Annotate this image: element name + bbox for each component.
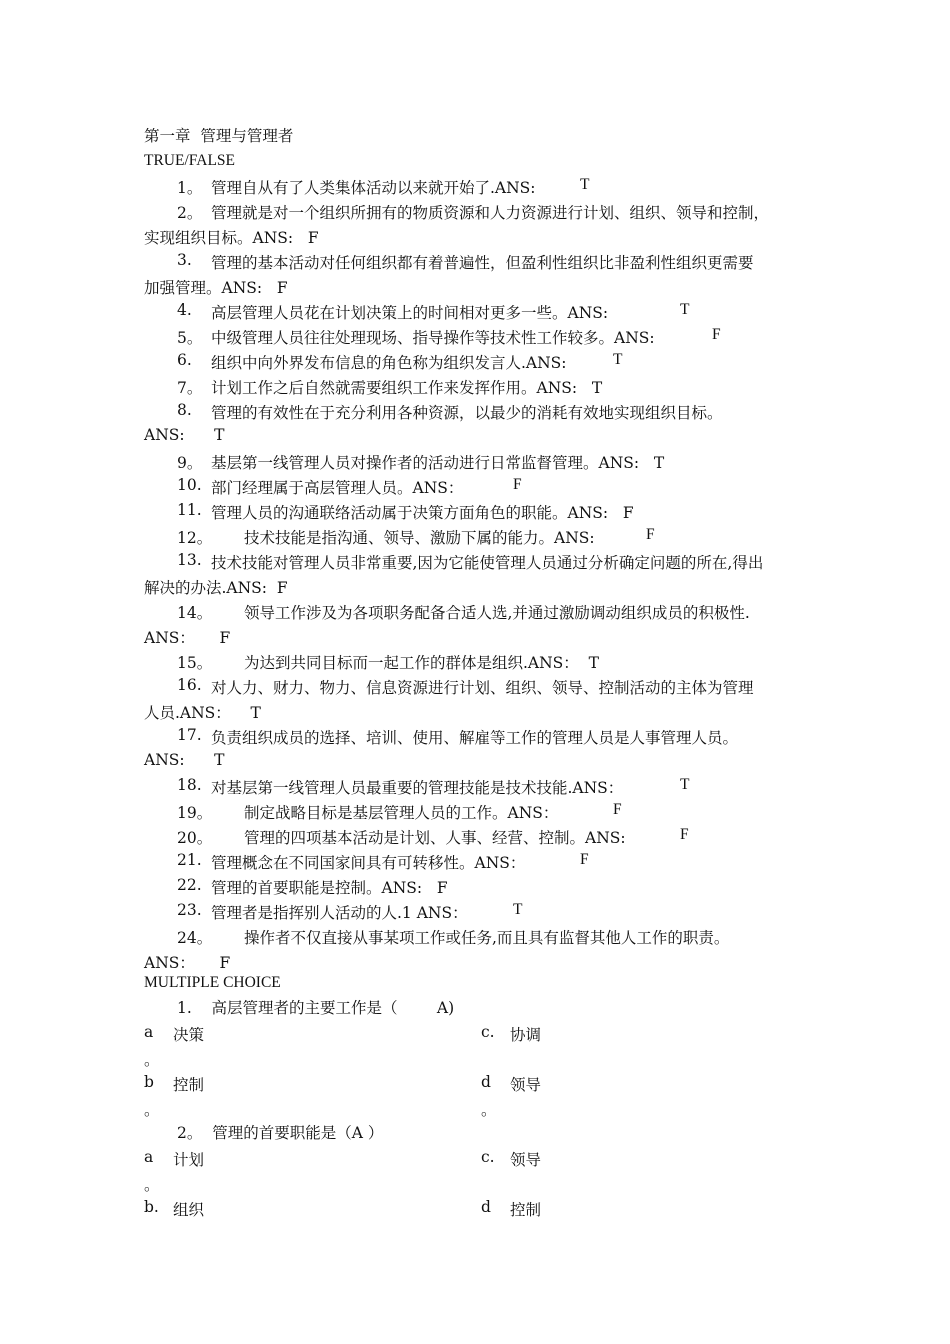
item-number: 20。 xyxy=(177,829,213,847)
item-text: 管理人员的沟通联络活动属于决策方面角色的职能。ANS: F xyxy=(211,504,634,522)
item-number: 18. xyxy=(177,776,202,794)
item-answer: T xyxy=(513,901,523,918)
mc-question-text: 2。 管理的首要职能是（A ） xyxy=(177,1124,384,1142)
item-text: 管理就是对一个组织所拥有的物质资源和人力资源进行计划、组织、领导和控制， xyxy=(211,204,770,222)
item-answer: F xyxy=(680,826,689,843)
item-answer: T xyxy=(680,776,690,793)
item-number: 12。 xyxy=(177,529,213,547)
item-number: 9。 xyxy=(177,454,203,472)
item-answer: F xyxy=(580,851,589,868)
option-text: 控制 xyxy=(173,1076,205,1094)
item-text: 组织中向外界发布信息的角色称为组织发言人.ANS: xyxy=(211,354,567,372)
option-dot: 。 xyxy=(481,1101,497,1119)
item-number: 7。 xyxy=(177,379,203,397)
item-continuation: ANS： F xyxy=(144,629,231,647)
item-text: 高层管理人员花在计划决策上的时间相对更多一些。ANS: xyxy=(211,304,609,322)
option-key: a xyxy=(144,1148,154,1166)
mc-question-text: 1. 高层管理者的主要工作是（ A) xyxy=(177,999,455,1017)
item-text: 管理的基本活动对任何组织都有着普遍性，但盈利性组织比非盈利性组织更需要 xyxy=(211,254,754,272)
item-text: 部门经理属于高层管理人员。ANS： xyxy=(211,479,464,497)
item-number: 13. xyxy=(177,551,202,569)
item-text: 管理的有效性在于充分利用各种资源，以最少的消耗有效地实现组织目标。 xyxy=(211,404,723,422)
item-number: 5。 xyxy=(177,329,203,347)
item-text: 对基层第一线管理人员最重要的管理技能是技术技能.ANS： xyxy=(211,779,624,797)
item-continuation: ANS: T xyxy=(144,426,225,444)
option-dot: 。 xyxy=(144,1176,160,1194)
item-answer: F xyxy=(712,326,721,343)
option-text: 领导 xyxy=(510,1151,542,1169)
item-continuation: 人员.ANS： T xyxy=(144,704,261,722)
item-text: 领导工作涉及为各项职务配备合适人选,并通过激励调动组织成员的积极性. xyxy=(244,604,750,622)
option-key: d xyxy=(481,1198,491,1216)
item-number: 1。 xyxy=(177,179,203,197)
item-number: 21. xyxy=(177,851,202,869)
item-number: 10. xyxy=(177,476,202,494)
item-number: 8. xyxy=(177,401,192,419)
item-number: 14。 xyxy=(177,604,213,622)
item-text: 计划工作之后自然就需要组织工作来发挥作用。ANS: T xyxy=(211,379,603,397)
item-number: 23. xyxy=(177,901,202,919)
item-answer: F xyxy=(513,476,522,493)
item-number: 17. xyxy=(177,726,202,744)
option-text: 计划 xyxy=(173,1151,205,1169)
item-continuation: ANS: T xyxy=(144,751,225,769)
option-text: 控制 xyxy=(510,1201,542,1219)
chapter-title: 第一章 管理与管理者 xyxy=(144,127,294,145)
item-number: 3. xyxy=(177,251,192,269)
option-text: 决策 xyxy=(173,1026,205,1044)
option-text: 领导 xyxy=(510,1076,542,1094)
item-answer: F xyxy=(613,801,622,818)
item-text: 技术技能对管理人员非常重要,因为它能使管理人员通过分析确定问题的所在,得出 xyxy=(211,554,764,572)
item-text: 为达到共同目标而一起工作的群体是组织.ANS： T xyxy=(244,654,599,672)
item-text: 技术技能是指沟通、领导、激励下属的能力。ANS: xyxy=(244,529,595,547)
item-text: 管理者是指挥别人活动的人.1 ANS： xyxy=(211,904,468,922)
item-text: 中级管理人员往往处理现场、指导操作等技术性工作较多。ANS: xyxy=(211,329,655,347)
option-key: c. xyxy=(481,1023,495,1041)
item-text: 管理自从有了人类集体活动以来就开始了.ANS: xyxy=(211,179,536,197)
item-text: 管理概念在不同国家间具有可转移性。ANS： xyxy=(211,854,526,872)
option-dot: 。 xyxy=(144,1101,160,1119)
item-number: 24。 xyxy=(177,929,213,947)
item-number: 11. xyxy=(177,501,202,519)
item-answer: T xyxy=(613,351,623,368)
item-text: 制定战略目标是基层管理人员的工作。ANS： xyxy=(244,804,559,822)
option-key: d xyxy=(481,1073,491,1091)
item-text: 管理的四项基本活动是计划、人事、经营、控制。ANS: xyxy=(244,829,626,847)
item-number: 19。 xyxy=(177,804,213,822)
item-text: 基层第一线管理人员对操作者的活动进行日常监督管理。ANS: T xyxy=(211,454,665,472)
option-key: b. xyxy=(144,1198,159,1216)
item-text: 操作者不仅直接从事某项工作或任务,而且具有监督其他人工作的职责。 xyxy=(244,929,730,947)
option-dot: 。 xyxy=(144,1051,160,1069)
item-text: 管理的首要职能是控制。ANS: F xyxy=(211,879,448,897)
item-answer: T xyxy=(580,176,590,193)
item-answer: F xyxy=(646,526,655,543)
item-number: 6. xyxy=(177,351,192,369)
item-number: 4. xyxy=(177,301,192,319)
item-text: 对人力、财力、物力、信息资源进行计划、组织、领导、控制活动的主体为管理 xyxy=(211,679,754,697)
item-number: 16. xyxy=(177,676,202,694)
item-continuation: 解决的办法.ANS: F xyxy=(144,579,288,597)
option-key: b xyxy=(144,1073,154,1091)
option-text: 组织 xyxy=(173,1201,205,1219)
item-number: 2。 xyxy=(177,204,203,222)
item-continuation: 实现组织目标。ANS: F xyxy=(144,229,319,247)
item-text: 负责组织成员的选择、培训、使用、解雇等工作的管理人员是人事管理人员。 xyxy=(211,729,739,747)
item-answer: T xyxy=(680,301,690,318)
true-false-header: TRUE/FALSE xyxy=(144,152,235,169)
option-key: a xyxy=(144,1023,154,1041)
multiple-choice-header: MULTIPLE CHOICE xyxy=(144,974,281,991)
item-continuation: 加强管理。ANS: F xyxy=(144,279,288,297)
item-number: 15。 xyxy=(177,654,213,672)
item-continuation: ANS： F xyxy=(144,954,231,972)
option-text: 协调 xyxy=(510,1026,542,1044)
item-number: 22. xyxy=(177,876,202,894)
option-key: c. xyxy=(481,1148,495,1166)
